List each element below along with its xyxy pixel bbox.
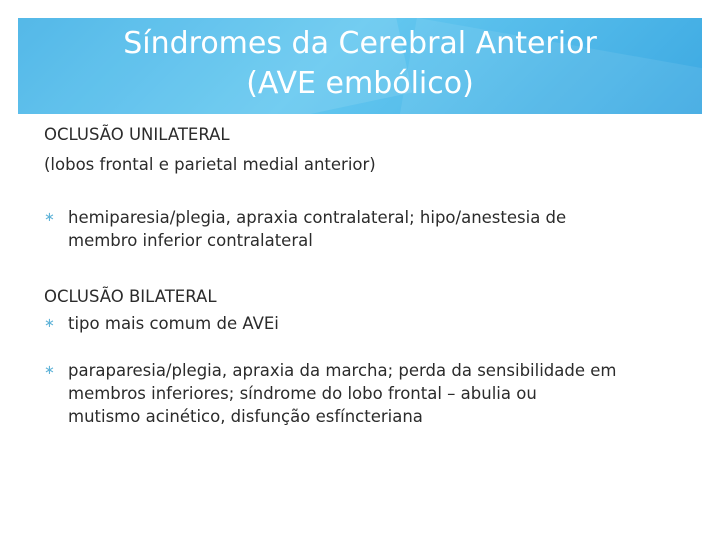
bullet-text-line: mutismo acinético, disfunção esfíncteriana — [68, 407, 423, 426]
bullet-text-line: tipo mais comum de AVEi — [68, 314, 279, 333]
bullet-text-line: hemiparesia/plegia, apraxia contralateral; hipo/anestesia de — [68, 208, 567, 227]
section-heading-bilateral: OCLUSÃO BILATERAL — [44, 287, 217, 306]
slide-content — [44, 118, 684, 428]
section-subheading-unilateral: (lobos frontal e parietal medial anterior) — [44, 155, 376, 174]
slide-title-line-2: (AVE embólico) — [246, 66, 474, 101]
asterisk-bullet-icon: ∗ — [44, 363, 55, 378]
bullet-item — [44, 312, 684, 335]
asterisk-bullet-icon: ∗ — [44, 210, 55, 225]
title-banner — [18, 18, 702, 114]
slide-title — [18, 24, 702, 104]
asterisk-bullet-icon: ∗ — [44, 316, 55, 331]
bullet-item — [44, 206, 684, 252]
section-heading-unilateral: OCLUSÃO UNILATERAL — [44, 125, 230, 144]
bullet-text-line: paraparesia/plegia, apraxia da marcha; perda da sensibilidade em — [68, 361, 617, 380]
bullet-text-line: membro inferior contralateral — [68, 231, 313, 250]
bullet-text-line: membros inferiores; síndrome do lobo frontal – abulia ou — [68, 384, 537, 403]
bullet-item — [44, 359, 684, 428]
slide-title-line-1: Síndromes da Cerebral Anterior — [123, 26, 597, 61]
